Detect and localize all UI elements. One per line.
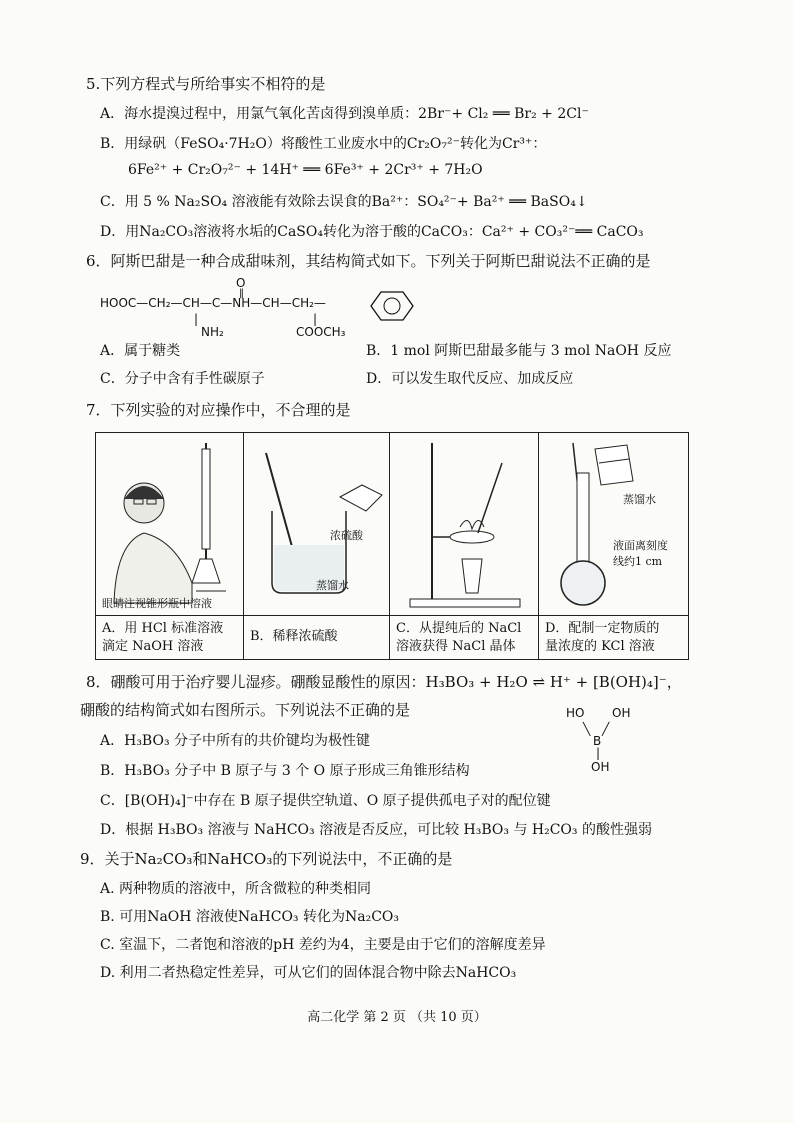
structure-ho: HO <box>566 706 585 720</box>
q9-option-d: D. 利用二者热稳定性差异，可从它们的固体混合物中除去NaHCO₃ <box>100 965 517 981</box>
caption-a-line1: A．用 HCl 标准溶液 <box>102 621 224 636</box>
q8-stem-line1: 8．硼酸可用于治疗婴儿湿疹。硼酸显酸性的原因：H₃BO₃ + H₂O ⇌ H⁺ + [B(OH)₄]⁻， <box>86 673 682 691</box>
q9-option-a: A. 两种物质的溶液中，所含微粒的种类相同 <box>100 881 372 897</box>
caption-b <box>244 615 389 659</box>
q5-option-b: B．用绿矾（FeSO₄·7H₂O）将酸性工业废水中的Cr₂O₇²⁻转化为Cr³⁺： <box>100 136 547 152</box>
q6-option-b: B．1 mol 阿斯巴甜最多能与 3 mol NaOH 反应 <box>366 343 672 359</box>
label-conc-sulfuric: 浓硫酸 <box>330 529 363 542</box>
structure-main-chain: HOOC—CH₂—CH—C—NH—CH—CH₂— <box>100 296 326 310</box>
volumetric-flask-illustration <box>539 433 686 613</box>
q7-cell-d <box>539 433 688 659</box>
page-footer: 高二化学 第 2 页 （共 10 页） <box>307 1010 487 1025</box>
structure-bond-down-2: | <box>313 312 318 326</box>
q9-stem: 9．关于Na₂CO₃和NaHCO₃的下列说法中，不正确的是 <box>80 850 453 868</box>
label-distilled-water-d: 蒸馏水 <box>623 493 656 506</box>
caption-c-line2: 溶液获得 NaCl 晶体 <box>396 639 516 654</box>
label-distilled-water-b: 蒸馏水 <box>316 579 349 592</box>
q8-option-b: B．H₃BO₃ 分子中 B 原子与 3 个 O 原子形成三角锥形结构 <box>100 763 470 779</box>
q7-experiment-table <box>95 432 689 660</box>
benzene-ring-icon <box>369 290 415 322</box>
structure-double-bond: ‖ <box>239 288 244 299</box>
structure-oh-right: OH <box>612 706 631 720</box>
q6-stem: 6．阿斯巴甜是一种合成甜味剂，其结构简式如下。下列关于阿斯巴甜说法不正确的是 <box>86 252 651 270</box>
caption-d-line2: 量浓度的 KCl 溶液 <box>545 639 655 654</box>
structure-boron: B <box>593 734 602 748</box>
label-1cm: 线约1 cm <box>613 555 663 568</box>
caption-b-line1: B．稀释浓硫酸 <box>250 629 338 644</box>
structure-carbonyl-o: O <box>236 276 246 290</box>
label-liquid-level: 液面离刻度 <box>613 539 668 552</box>
q7-stem: 7．下列实验的对应操作中，不合理的是 <box>86 401 351 419</box>
q5-option-a: A．海水提溴过程中，用氯气氧化苦卤得到溴单质：2Br⁻+ Cl₂ ══ Br₂ + 2Cl⁻ <box>100 106 589 122</box>
caption-a <box>96 615 243 659</box>
structure-bond-right: ╱ <box>602 722 610 736</box>
q5-option-b-equation: 6Fe²⁺ + Cr₂O₇²⁻ + 14H⁺ ══ 6Fe³⁺ + 2Cr³⁺ + 7H₂O <box>128 162 483 178</box>
q5-stem: 5.下列方程式与所给事实不相符的是 <box>86 75 326 93</box>
q7-cell-b <box>244 433 390 659</box>
structure-bond-left: ╲ <box>583 722 591 736</box>
q5-option-d: D．用Na₂CO₃溶液将水垢的CaSO₄转化为溶于酸的CaCO₃：Ca²⁺ + CO₃²⁻══ CaCO₃ <box>100 224 644 240</box>
label-watch-flask: 眼睛注视锥形瓶中溶液 <box>102 597 212 610</box>
q9-option-b: B. 可用NaOH 溶液使NaHCO₃ 转化为Na₂CO₃ <box>100 909 399 925</box>
caption-a-line2: 滴定 NaOH 溶液 <box>102 639 204 654</box>
q8-option-a: A．H₃BO₃ 分子中所有的共价键均为极性键 <box>100 733 371 749</box>
q6-option-d: D．可以发生取代反应、加成反应 <box>366 371 574 387</box>
structure-oh-bottom: OH <box>591 760 610 774</box>
titration-illustration <box>96 433 242 613</box>
q7-cell-a <box>96 433 244 659</box>
evaporation-illustration <box>390 433 537 613</box>
q6-option-a: A．属于糖类 <box>100 343 181 359</box>
caption-d-line1: D．配制一定物质的 <box>545 621 660 636</box>
structure-bond-down: | <box>596 746 601 760</box>
q8-stem-line2: 硼酸的结构简式如右图所示。下列说法不正确的是 <box>80 701 411 719</box>
structure-nh2: NH₂ <box>201 325 224 339</box>
caption-c-line1: C．从提纯后的 NaCl <box>396 621 522 636</box>
q8-option-c: C．[B(OH)₄]⁻中存在 B 原子提供空轨道、O 原子提供孤电子对的配位键 <box>100 793 551 809</box>
q6-option-c: C．分子中含有手性碳原子 <box>100 371 265 387</box>
q7-cell-c <box>390 433 539 659</box>
q5-option-c: C．用 5 % Na₂SO₄ 溶液能有效除去误食的Ba²⁺：SO₄²⁻+ Ba²⁺ ══ BaSO₄↓ <box>100 194 588 210</box>
q8-option-d: D．根据 H₃BO₃ 溶液与 NaHCO₃ 溶液是否反应，可比较 H₃BO₃ 与 H₂CO₃ 的酸性强弱 <box>100 822 652 838</box>
caption-d <box>539 615 688 659</box>
caption-c <box>390 615 538 659</box>
structure-ester: COOCH₃ <box>296 325 346 339</box>
structure-bond-down-1: | <box>194 312 199 326</box>
q9-option-c: C. 室温下，二者饱和溶液的pH 差约为4，主要是由于它们的溶解度差异 <box>100 937 546 953</box>
